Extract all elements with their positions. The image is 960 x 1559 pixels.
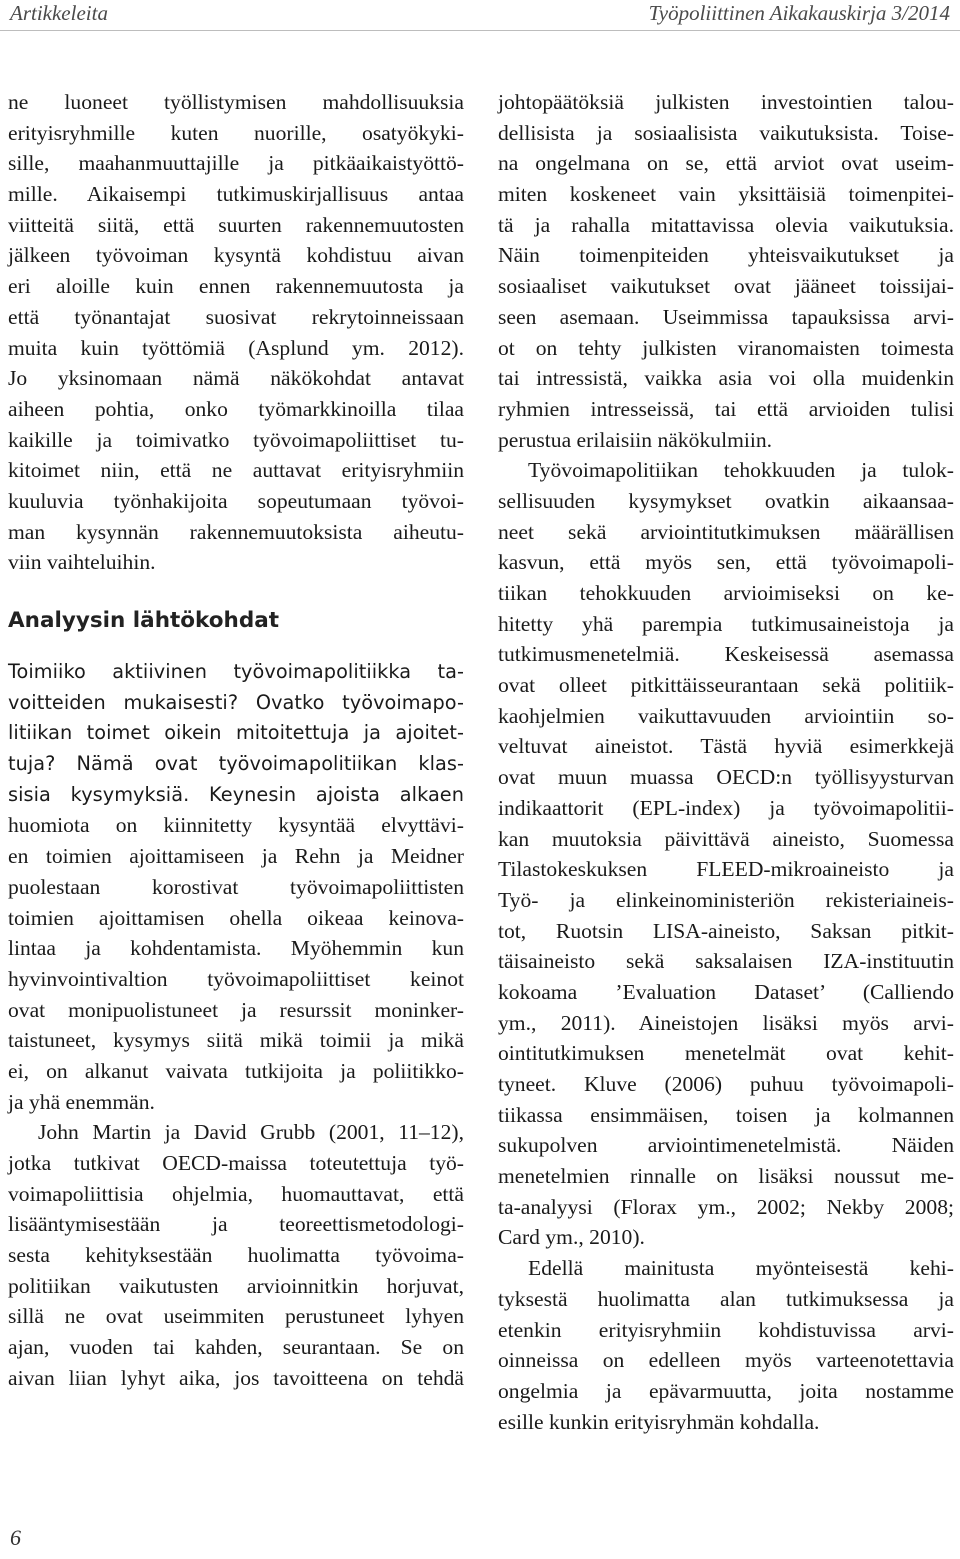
text-line: ym., 2011). Aineistojen lisäksi myös arvi-: [498, 1010, 954, 1035]
text-line: kaikille ja toimivatko työvoimapoliittiset tu-: [8, 427, 464, 452]
text-line: puolestaan korostivat työvoimapoliittisten: [8, 874, 464, 899]
text-line: tyksestä huolimatta alan tutkimuksessa ja: [498, 1286, 954, 1311]
text-line: voitteiden mukaisesti? Ovatko työvoimapo-: [8, 690, 464, 714]
text-line: oinneissa on edelleen myös varteenotettavia: [498, 1348, 954, 1373]
text-line: tot, Ruotsin LISA-aineisto, Saksan pitkit-: [498, 918, 954, 943]
text-line: tyneet. Kluve (2006) puhuu työvoimapoli-: [498, 1072, 954, 1096]
text-line: sille, maahanmuuttajille ja pitkäaikaistyöttö-: [8, 151, 464, 176]
text-line: seen asemaan. Useimmissa tapauksissa arvi-: [498, 304, 954, 329]
text-line: voimapoliittisia ohjelmia, huomauttavat, että: [8, 1181, 464, 1206]
text-line: Edellä mainitusta myönteisestä kehi-: [528, 1256, 954, 1281]
paragraph: [8, 657, 464, 810]
text-line: viitteitä siitä, että suurten rakennemuutosten: [8, 212, 464, 237]
text-line: kaohjelmien vaikuttavuuden arviointiin so-: [498, 703, 954, 728]
text-line: täisaineisto sekä saksalaisen IZA-instituutin: [498, 949, 954, 974]
text-line: ei, on alkanut vaivata tutkijoita ja poliitikko-: [8, 1058, 464, 1083]
text-line: etenkin erityisryhmiin kohdistuvissa arvi-: [498, 1317, 954, 1342]
text-line: esille kunkin erityisryhmän kohdalla.: [498, 1409, 820, 1434]
text-line: na ongelmana on se, että arviot ovat useim-: [498, 151, 954, 176]
text-line: tai intressistä, vaikka asia voi olla muidenkin: [498, 366, 954, 391]
text-line: ajan, vuoden tai kahden, seurantaan. Se on: [8, 1335, 464, 1360]
text-line: muita kuin työttömiä (Asplund ym. 2012).: [8, 335, 464, 360]
text-line: sillä ne ovat useimmiten perustuneet lyhyen: [8, 1304, 464, 1329]
text-line: sesta kehityksestään huolimatta työvoima-: [8, 1243, 464, 1268]
paragraph: [498, 1253, 954, 1437]
text-line: eri aloille kuin ennen rakennemuutosta ja: [8, 274, 464, 299]
text-line: tutkimusmenetelmiä. Keskeisessä asemassa: [498, 642, 954, 667]
text-line: Jo yksinomaan nämä näkökohdat antavat: [8, 366, 464, 391]
text-line: litiikan toimet oikein mitoitettuja ja ajoitet-: [8, 721, 464, 745]
section-heading: Analyysin lähtökohdat: [8, 608, 280, 633]
text-line: Toimiiko aktiivinen työvoimapolitiikka ta-: [8, 660, 464, 683]
text-line: Työ- ja elinkeinoministeriön rekisteriaineis-: [498, 887, 954, 912]
text-line: tuja? Nämä ovat työvoimapolitiikan klas-: [8, 752, 464, 776]
text-line: huomiota on kiinnitetty kysyntää elvyttävi-: [8, 813, 464, 838]
text-line: perustua erilaisiin näkökulmiin.: [498, 427, 773, 452]
text-line: mille. Aikaisempi tutkimuskirjallisuus antaa: [8, 182, 464, 207]
text-line: menetelmien rinnalle on lisäksi noussut me-: [498, 1164, 954, 1189]
text-line: man kysynnän rakennemuutoksista aiheutu-: [8, 519, 464, 544]
text-line: ovat olleet pitkittäisseurantaan sekä politiik-: [498, 673, 954, 698]
text-line: kokoama ’Evaluation Dataset’ (Calliendo: [498, 979, 954, 1004]
text-line: ongelmia ja epävarmuutta, joita nostamme: [498, 1378, 954, 1403]
text-line: kitoimet niin, että ne auttavat erityisryhmiin: [8, 458, 464, 483]
text-line: veltuvat aineistot. Tästä hyviä esimerkkejä: [498, 734, 954, 759]
text-line: kan muutoksia päivittävä aineisto, Suomessa: [498, 826, 954, 851]
right-column: [498, 87, 954, 1437]
text-line: ot on tehty julkisten viranomaisten toimesta: [498, 335, 954, 360]
text-line: kasvun, että myös sen, että työvoimapoli-: [498, 550, 954, 575]
paragraph-continued: [8, 810, 464, 1117]
text-line: politiikan vaikutusten arvioinnitkin horjuvat,: [8, 1273, 464, 1298]
paragraph: [498, 455, 954, 1253]
text-line: ovat monipuolistuneet ja resurssit moninker-: [8, 997, 464, 1022]
text-line: erityisryhmille kuten nuorille, osatyökyki-: [8, 120, 464, 145]
text-line: taistuneet, kysymys siitä mikä toimii ja mikä: [8, 1028, 464, 1053]
header-rule: [0, 30, 960, 31]
text-line: tä ja rahalla mitattavissa olevia vaikutuksia.: [498, 212, 954, 237]
text-line: tiikan tehokkuuden arvioimiseksi on ke-: [498, 581, 954, 605]
text-line: Työvoimapolitiikan tehokkuuden ja tulok-: [528, 458, 954, 483]
text-line: dellisista ja sosiaalisista vaikutuksista. Toise-: [498, 120, 954, 145]
text-line: sukupolven arviointimenetelmistä. Näiden: [498, 1133, 954, 1158]
text-line: sisia kysymyksiä. Keynesin ajoista alkaen: [8, 782, 464, 806]
left-column: [8, 87, 464, 1394]
text-line: ja yhä enemmän.: [8, 1089, 155, 1114]
text-line: johtopäätöksiä julkisten investointien talou-: [498, 90, 954, 114]
text-line: hyvinvointivaltion työvoimapoliittiset keinot: [8, 966, 464, 991]
text-line: en toimien ajoittamiseen ja Rehn ja Meidner: [8, 844, 464, 869]
text-line: ryhmien intresseissä, tai että arvioiden tulisi: [498, 396, 954, 421]
text-line: lintaa ja kohdentamista. Myöhemmin kun: [8, 936, 464, 961]
text-line: Näin toimenpiteiden yhteisvaikutukset ja: [498, 243, 954, 268]
paragraph: [8, 87, 464, 578]
text-line: sellisuuden kysymykset ovatkin aikaansaa-: [498, 488, 954, 513]
text-line: aivan liian lyhyt aika, jos tavoitteena on tehdä: [8, 1365, 464, 1390]
text-line: aiheen pohtia, onko työmarkkinoilla tilaa: [8, 396, 464, 421]
paragraph: [8, 1117, 464, 1393]
text-line: hitetty yhä parempia tutkimusaineistoja ja: [498, 611, 954, 636]
text-line: sosiaaliset vaikutukset ovat jääneet toissijai-: [498, 274, 954, 299]
text-line: indikaattorit (EPL-index) ja työvoimapolitii-: [498, 795, 954, 820]
text-line: jotka tutkivat OECD-maissa toteutettuja työ-: [8, 1151, 464, 1175]
text-line: viin vaihteluihin.: [8, 550, 156, 575]
page-number: 6: [10, 1525, 21, 1550]
text-line: jälkeen työvoiman kysyntä kohdistuu aivan: [8, 243, 464, 268]
text-line: neet sekä arviointitutkimuksen määrällisen: [498, 519, 954, 544]
text-line: ta-analyysi (Florax ym., 2002; Nekby 2008;: [498, 1194, 954, 1219]
text-line: toimien ajoittamisen ohella oikeaa keinova-: [8, 905, 464, 930]
text-line: kuuluvia työnhakijoita sopeutumaan työvoi-: [8, 488, 464, 513]
text-line: Card ym., 2010).: [498, 1225, 645, 1250]
text-line: ne luoneet työllistymisen mahdollisuuksia: [8, 90, 464, 114]
text-line: että työnantajat suosivat rekrytoinneissaan: [8, 304, 464, 329]
text-line: Tilastokeskuksen FLEED-mikroaineisto ja: [498, 857, 954, 882]
text-line: tiikassa ensimmäisen, toisen ja kolmannen: [498, 1102, 954, 1127]
section-label: Artikkeleita: [10, 1, 108, 25]
text-line: ovat muun muassa OECD:n työllisyysturvan: [498, 765, 954, 790]
journal-title: Työpoliittinen Aikakauskirja 3/2014: [648, 1, 950, 25]
text-line: miten koskeneet vain yksittäisiä toimenpitei-: [498, 182, 954, 207]
text-line: lisääntymisestään ja teoreettismetodologi-: [8, 1212, 464, 1237]
text-line: John Martin ja David Grubb (2001, 11–12),: [38, 1120, 464, 1145]
text-line: ointitutkimuksen menetelmät ovat kehit-: [498, 1041, 954, 1066]
paragraph: [498, 87, 954, 455]
